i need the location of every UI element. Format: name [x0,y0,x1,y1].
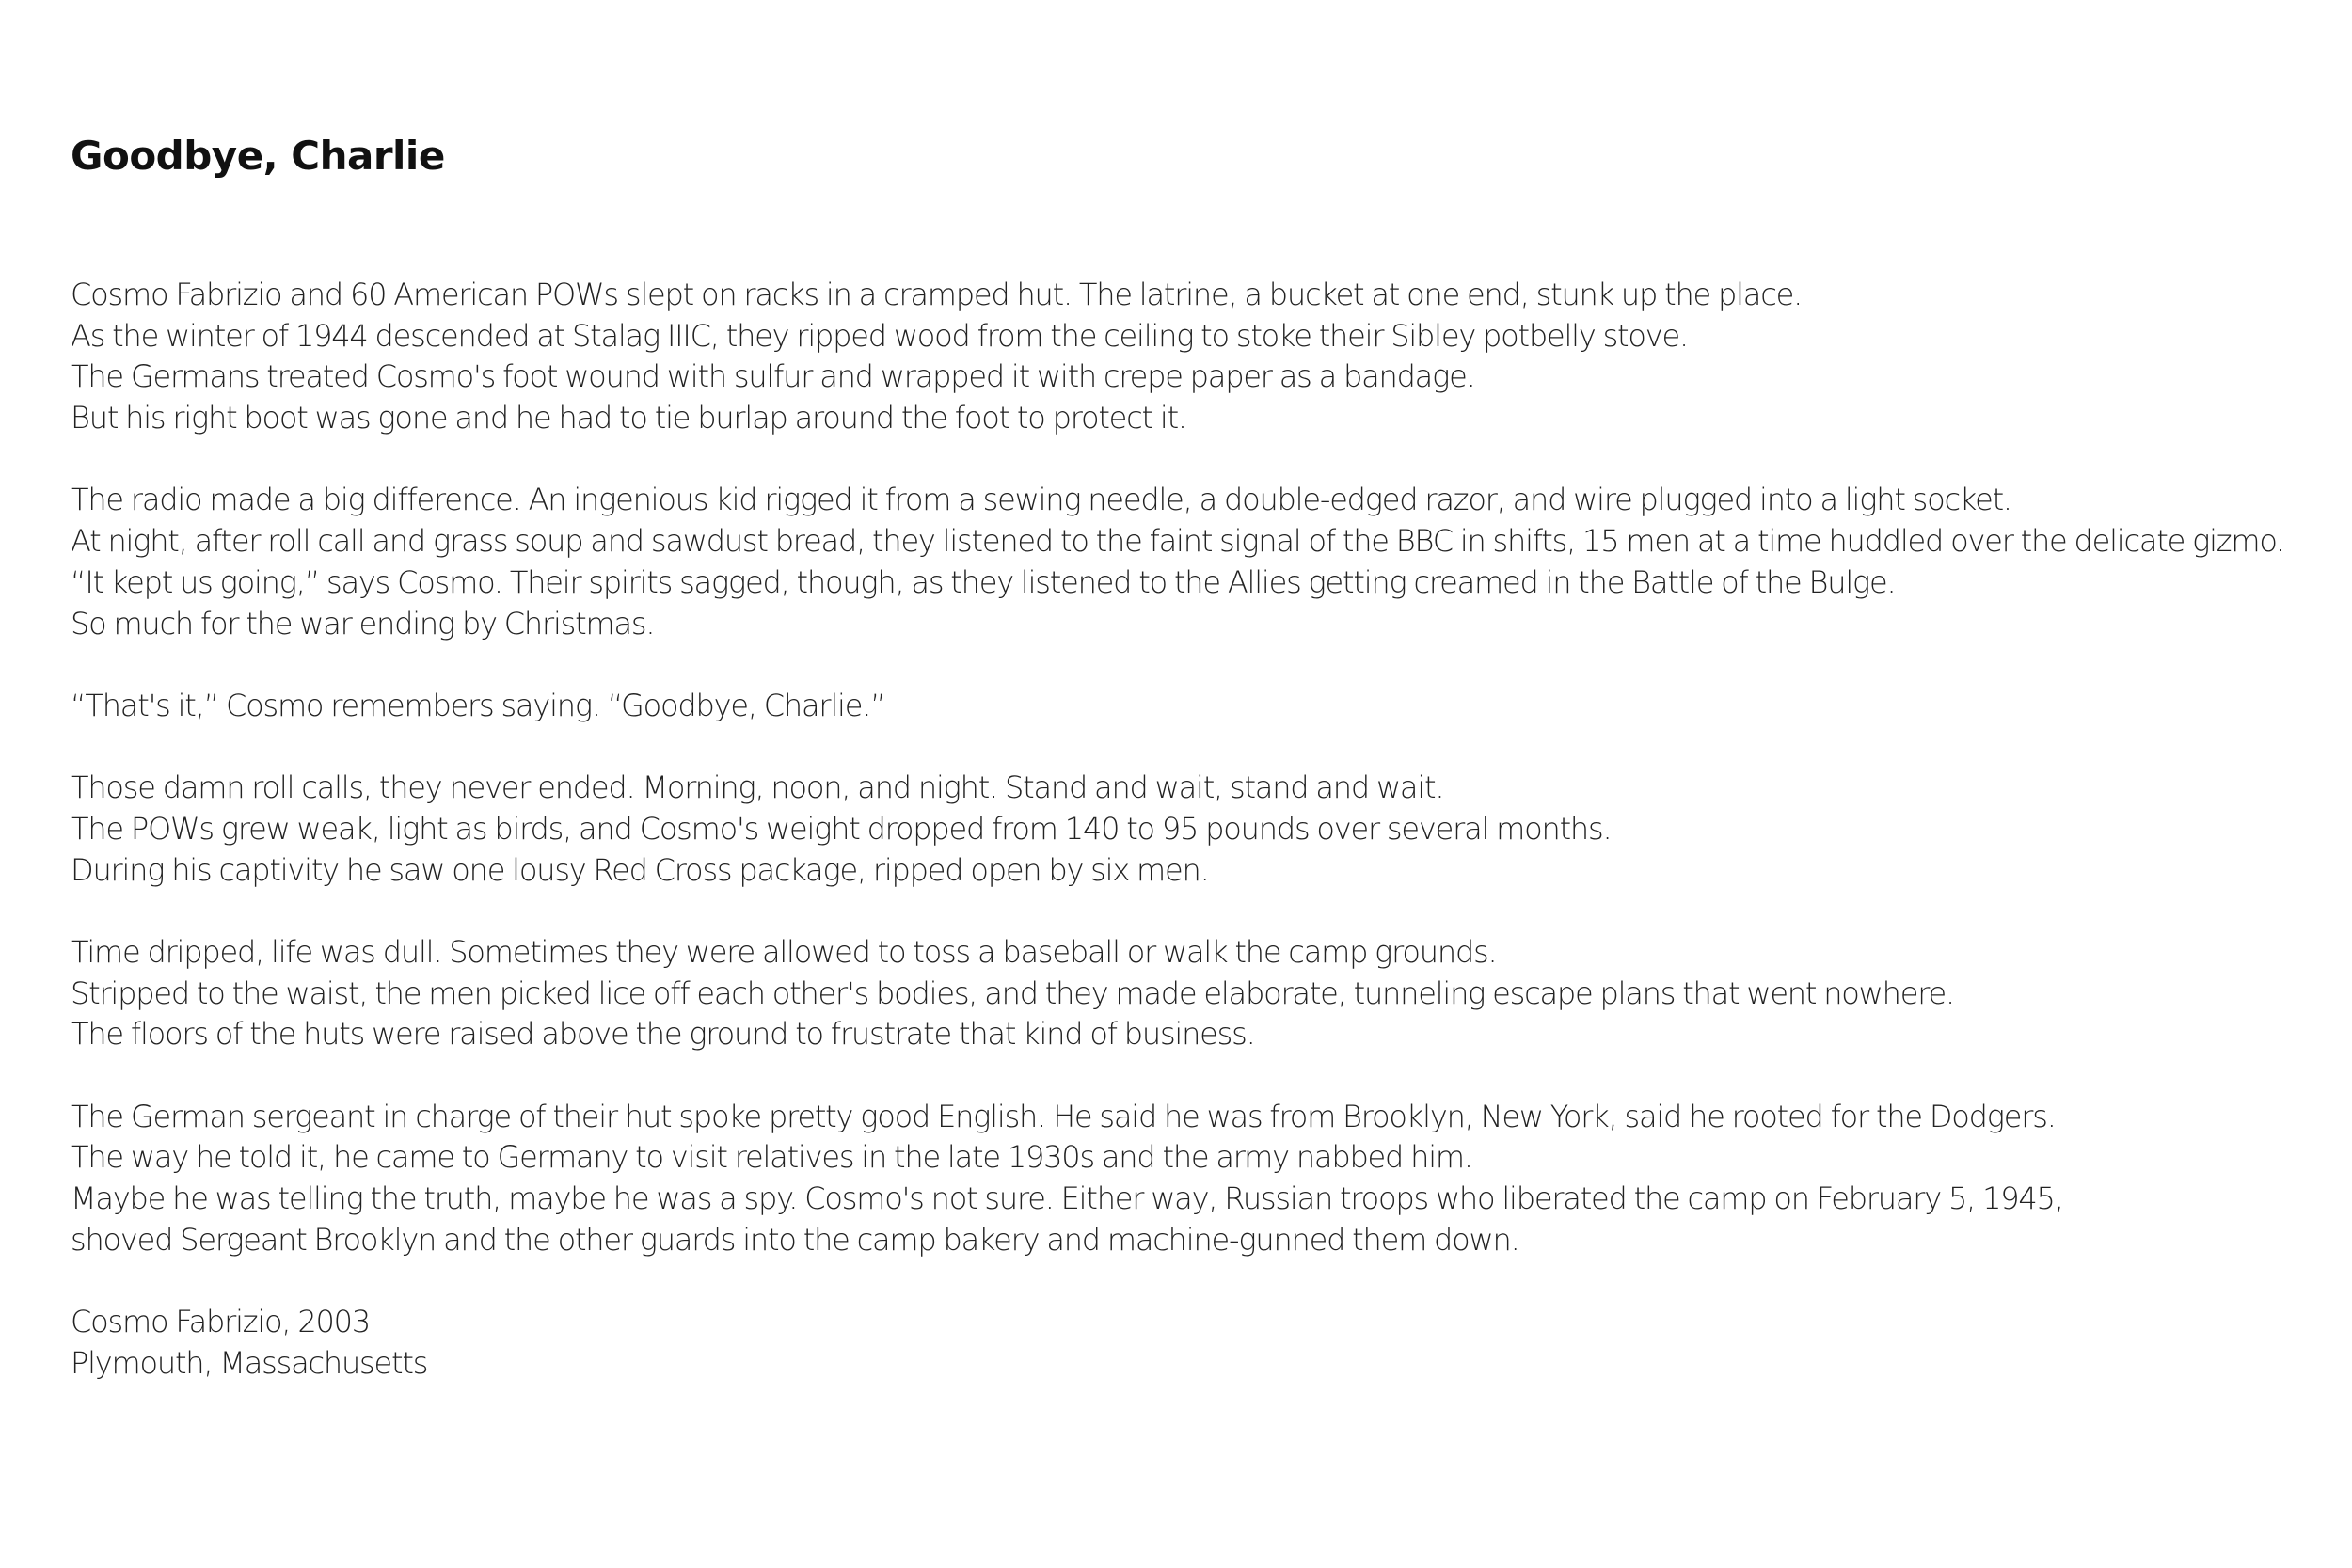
paragraph-roll-calls [71,768,2284,891]
text-line: shoved Sergeant Brooklyn and the other guards into the camp bakery and machine-gunned them down. [71,1221,1519,1258]
caption-location: Plymouth, Massachusetts [71,1344,428,1381]
paragraph-gap [71,439,2284,481]
text-line: Those damn roll calls, they never ended. Morning, noon, and night. Stand and wait, stand and wait. [71,769,1444,806]
text-line: The German sergeant in charge of their hut spoke pretty good English. He said he was from Brooklyn, New York, said he rooted for the Dodgers. [71,1098,2056,1134]
text-line: Maybe he was telling the truth, maybe he was a spy. Cosmo's not sure. Either way, Russian troops who liberated the camp on February 5, 1945, [71,1180,2063,1217]
text-line: Time dripped, life was dull. Sometimes they were allowed to toss a baseball or walk the camp grounds. [71,934,1497,970]
text-line: “That's it,” Cosmo remembers saying. “Goodbye, Charlie.” [71,687,885,723]
paragraph-goodbye [71,686,2284,727]
caption [71,1302,2284,1384]
text-line: The way he told it, he came to Germany to visit relatives in the late 1930s and the army nabbed him. [71,1139,1472,1176]
paragraph-gap [71,1055,2284,1097]
paragraph-gap [71,644,2284,686]
text-line: But his right boot was gone and he had to tie burlap around the foot to protect it. [71,400,1186,436]
text-line: The floors of the huts were raised above the ground to frustrate that kind of business. [71,1016,1255,1053]
text-line: The POWs grew weak, light as birds, and Cosmo's weight dropped from 140 to 95 pounds over several months. [71,810,1612,847]
page-title: Goodbye, Charlie [71,133,445,179]
text-line: Stripped to the waist, the men picked lice off each other's bodies, and they made elaborate, tunneling escape plans that went nowhere. [71,974,1954,1011]
text-line: The Germans treated Cosmo's foot wound with sulfur and wrapped it with crepe paper as a bandage. [71,358,1475,395]
paragraph-time [71,932,2284,1055]
text-line: As the winter of 1944 descended at Stalag IIIC, they ripped wood from the ceiling to stoke their Sibley potbelly stove. [71,317,1688,354]
text-line: The radio made a big difference. An ingenious kid rigged it from a sewing needle, a double-edged razor, and wire plugged into a light socket. [71,482,2011,518]
text-line: Cosmo Fabrizio and 60 American POWs slept on racks in a cramped hut. The latrine, a bucket at one end, stunk up the place. [71,277,1803,312]
text-line: So much for the war ending by Christmas. [71,605,655,641]
paragraph-gap [71,1261,2284,1303]
paragraph-sergeant [71,1097,2284,1261]
text-line: During his captivity he saw one lousy Red Cross package, ripped open by six men. [71,851,1209,888]
text-line: “It kept us going,” says Cosmo. Their spirits sagged, though, as they listened to the Allies getting creamed in the Battle of the Bulge. [71,563,1896,600]
paragraph-hut [71,275,2284,439]
paragraph-gap [71,727,2284,768]
paragraph-gap [71,891,2284,932]
text-line: At night, after roll call and grass soup and sawdust bread, they listened to the faint signal of the BBC in shifts, 15 men at a time huddled over the delicate gizmo. [71,523,2285,560]
paragraph-radio [71,480,2284,644]
story-body [71,275,2284,1385]
caption-name-year: Cosmo Fabrizio, 2003 [71,1304,371,1340]
